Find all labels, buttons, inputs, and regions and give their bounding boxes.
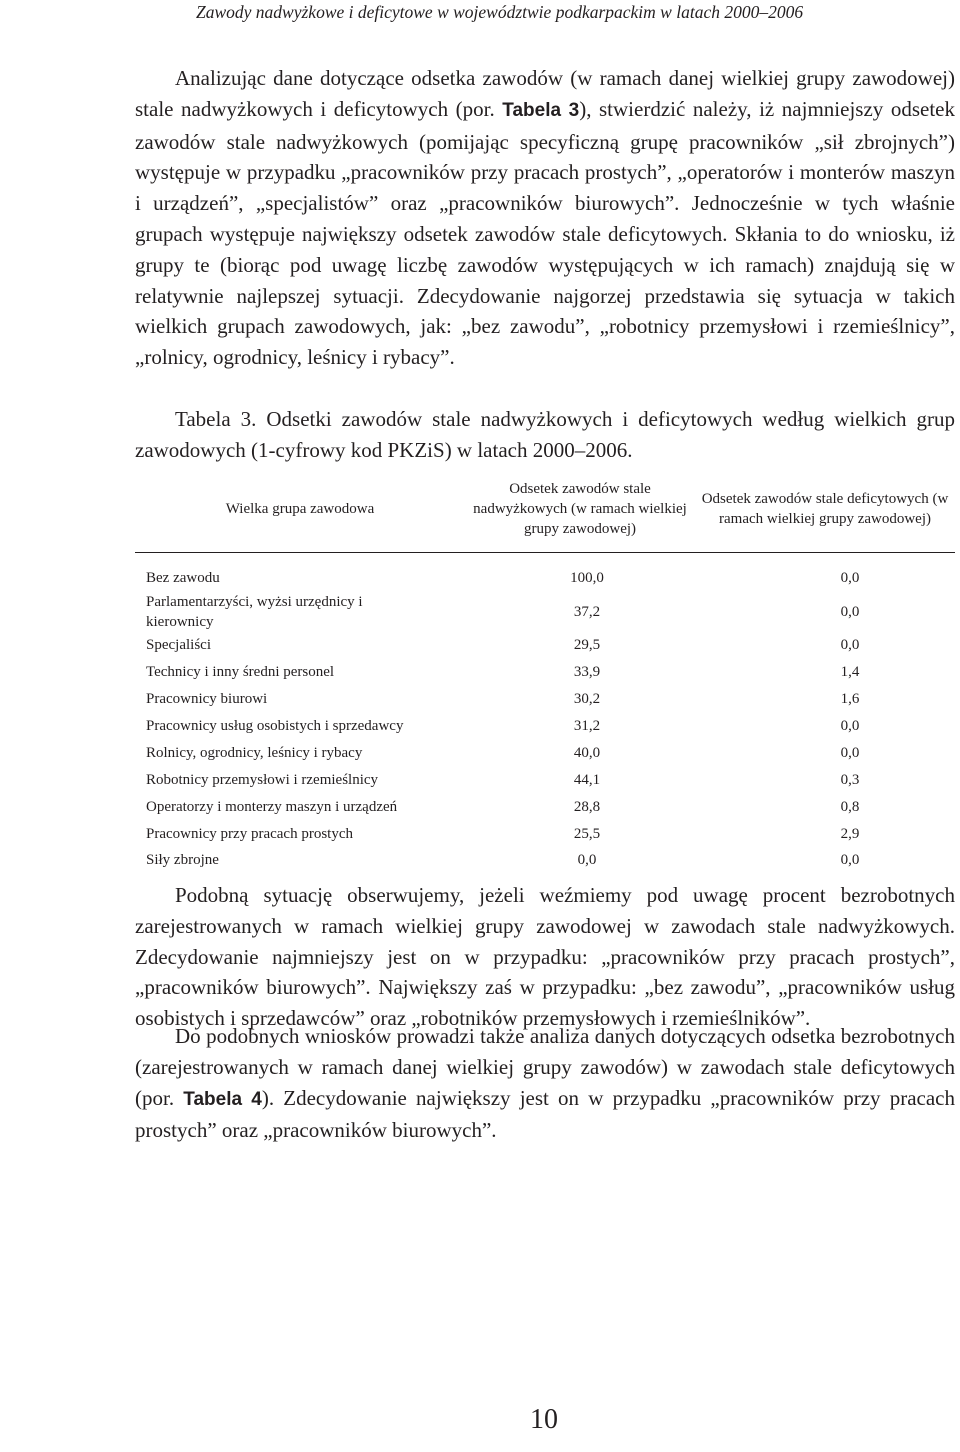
paragraph-unemployed-surplus xyxy=(135,880,955,1034)
cell-group-text: Rolnicy, ogrodnicy, leśnicy i rybacy xyxy=(146,744,363,761)
paragraph-text: Analizując dane dotyczące odsetka zawodów (w ramach danej wielkiej grupy zawodowej) stale nadwyżkowych i deficytowych (por. xyxy=(135,66,955,121)
paragraph-analysis xyxy=(135,63,955,373)
cell-group xyxy=(135,793,465,820)
header-deficit: Odsetek zawodów stale deficytowych (w ramach wielkiej grupy zawodowej) xyxy=(695,478,955,553)
cell-group-text: Pracownicy usług osobistych i sprzedawcy xyxy=(146,718,404,734)
cell-group xyxy=(135,686,465,713)
table-row xyxy=(135,659,955,686)
cell-deficit: 0,0 xyxy=(840,852,860,869)
header-group: Wielka grupa zawodowa xyxy=(135,478,465,553)
cell-group-text: Siły zbrojne xyxy=(146,852,219,869)
cell-deficit: 0,0 xyxy=(840,718,860,734)
cell-deficit: 0,0 xyxy=(840,637,860,654)
cell-group-text: Technicy i inny średni personel xyxy=(146,664,335,681)
cell-group-text: Bez zawodu xyxy=(146,570,220,587)
table-row xyxy=(135,592,955,632)
table-row xyxy=(135,553,955,592)
cell-deficit: 0,0 xyxy=(840,570,860,587)
cell-surplus: 44,1 xyxy=(573,771,601,788)
cell-deficit: 1,4 xyxy=(840,664,860,681)
cell-group xyxy=(135,820,465,847)
cell-group xyxy=(135,632,465,659)
cell-surplus: 28,8 xyxy=(573,798,601,815)
cell-surplus: 29,5 xyxy=(573,637,601,654)
cell-group-text: Operatorzy i monterzy maszyn i urządzeń xyxy=(146,798,398,815)
cell-group xyxy=(135,553,465,592)
table-reference-link: Tabela 4 xyxy=(183,1088,262,1110)
cell-group xyxy=(135,766,465,793)
table-row xyxy=(135,793,955,820)
table-row xyxy=(135,632,955,659)
cell-surplus: 31,2 xyxy=(573,718,601,734)
cell-group xyxy=(135,739,465,766)
cell-surplus: 33,9 xyxy=(573,664,601,681)
table-row xyxy=(135,713,955,740)
cell-surplus: 0,0 xyxy=(577,852,597,869)
cell-deficit: 0,0 xyxy=(840,744,860,761)
cell-deficit: 1,6 xyxy=(840,691,860,708)
paragraph-text: Podobną sytuację obserwujemy, jeżeli weźmiemy pod uwagę procent bezrobotnych zarejestrowanych w ramach wielkiej grupy zawodowej w zawodach stale nadwyżkowych. Zdecydowanie najmniejszy jest on w przypadku: „pracowników przy pracach prostych”, „pracowników biurowych”. Największy zaś w przypadku: „bez zawodu”, „pracowników usług osobistych i sprzedawców” oraz „robotników przemysłowych i rzemieślników”. xyxy=(135,883,955,1031)
cell-surplus: 40,0 xyxy=(573,744,601,761)
cell-deficit: 0,8 xyxy=(840,798,860,815)
cell-group-text: Pracownicy biurowi xyxy=(146,691,268,708)
cell-group-text: Pracownicy przy pracach prostych xyxy=(146,825,353,842)
table-row xyxy=(135,847,955,874)
cell-deficit: 0,0 xyxy=(840,603,860,620)
table-row xyxy=(135,820,955,847)
paragraph-text: Do podobnych wniosków prowadzi także analiza danych dotyczących odsetka bezrobotnych (zarejestrowanych w ramach danej wielkiej grupy zawodów) w zawodach stale deficytowych (por. xyxy=(135,1024,955,1110)
table-row xyxy=(135,686,955,713)
table-row xyxy=(135,766,955,793)
paragraph-text: ), stwierdzić należy, iż najmniejszy odsetek zawodów stale nadwyżkowych (pomijając specyficzną grupę pracowników „sił zbrojnych”) występuje w przypadku „pracowników przy pracach prostych”, „operatorów i monterów maszyn i urządzeń”, „specjalistów” oraz „pracowników biurowych”. Jednocześnie w tych właśnie grupach występuje największy odsetek zawodów stale deficytowych. Skłania to do wniosku, iż grupy te (biorąc pod uwagę liczbę zawodów występujących w ich ramach) znajdują się w relatywnie najlepszej sytuacji. Zdecydowanie najgorzej przedstawia się sytuacja w takich wielkich grupach zawodowych, jak: „bez zawodu”, „robotnicy przemysłowi i rzemieślnicy”, „rolnicy, ogrodnicy, leśnicy i rybacy”. xyxy=(135,96,955,370)
paragraph-text: ). Zdecydowanie największy jest on w przypadku „pracowników przy pracach prostych” oraz „pracowników biurowych”. xyxy=(135,1085,955,1143)
cell-surplus: 30,2 xyxy=(573,691,601,708)
table-caption-text: Tabela 3. Odsetki zawodów stale nadwyżkowych i deficytowych według wielkich grup zawodowych (1-cyfrowy kod PKZiS) w latach 2000–2006. xyxy=(135,407,955,462)
table-reference-link: Tabela 3 xyxy=(502,99,580,121)
cell-deficit: 2,9 xyxy=(840,825,860,842)
running-header: Zawody nadwyżkowe i deficytowe w województwie podkarpackim w latach 2000–2006 xyxy=(196,2,804,22)
page-number: 10 xyxy=(530,1404,558,1435)
header-surplus: Odsetek zawodów stale nadwyżkowych (w ramach wielkiej grupy zawodowej) xyxy=(465,478,695,553)
table-caption xyxy=(135,404,955,466)
cell-group xyxy=(135,592,465,632)
occupation-table xyxy=(135,478,955,874)
cell-surplus: 25,5 xyxy=(573,825,601,842)
table-row xyxy=(135,739,955,766)
cell-group-text: Parlamentarzyści, wyżsi urzędnicy i kierownicy xyxy=(146,593,363,630)
cell-surplus: 100,0 xyxy=(570,570,604,587)
cell-group xyxy=(135,713,465,740)
cell-group-text: Specjaliści xyxy=(146,637,211,654)
table-header-row xyxy=(135,478,955,553)
data-table xyxy=(135,478,955,874)
cell-group xyxy=(135,847,465,874)
paragraph-unemployed-deficit xyxy=(135,1021,955,1146)
cell-surplus: 37,2 xyxy=(573,603,601,620)
cell-group-text: Robotnicy przemysłowi i rzemieślnicy xyxy=(146,771,379,788)
cell-group xyxy=(135,659,465,686)
table-body xyxy=(135,553,955,874)
cell-deficit: 0,3 xyxy=(840,771,860,788)
